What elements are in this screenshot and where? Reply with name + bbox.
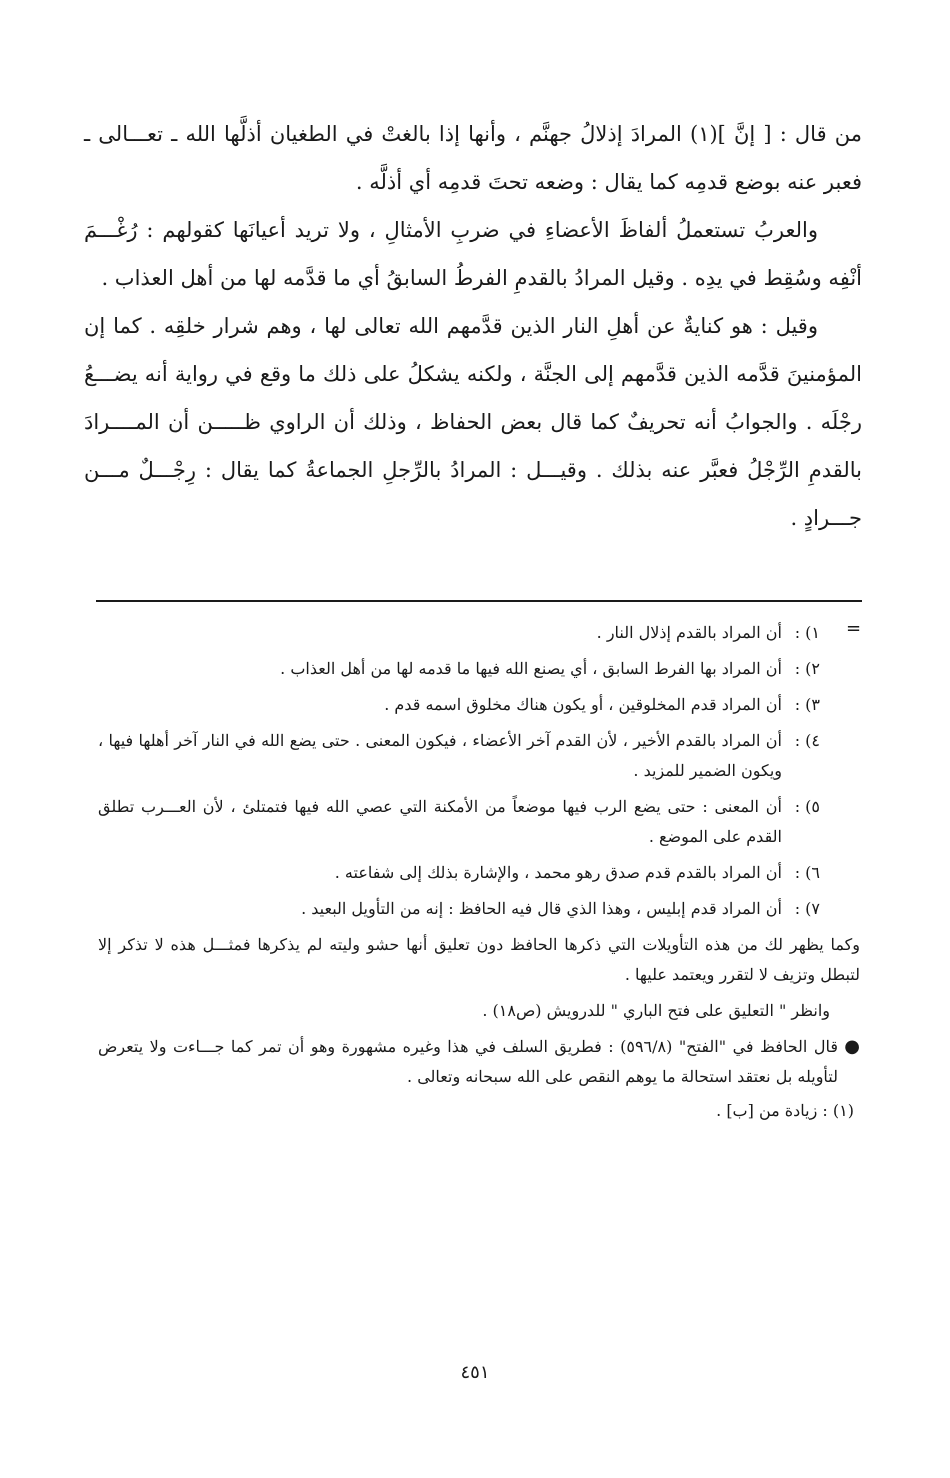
footnote-text: أن المراد بالقدم الأخير ، لأن القدم آخر الأعضاء ، فيكون المعنى . حتى يضع الله في النار آخر أهلها فيها ، ويكون الضمير للمزيد .: [98, 731, 783, 780]
footnote-number: ٢) :: [794, 659, 820, 678]
footnote-see-also: وانظر " التعليق على فتح الباري " للدرويش (ص١٨) .: [482, 1001, 830, 1020]
addition-footnote: (١) : زيادة من [ب] .: [716, 1101, 854, 1120]
footnote-number: ١) :: [794, 623, 820, 642]
footnote-number: ٧) :: [794, 899, 820, 918]
main-paragraph-2: والعربُ تستعملُ ألفاظَ الأعضاءِ في ضربِ الأمثالِ ، ولا تريد أعيانَها كقولهم : رُغْـــمَ أنْفِه وسُقِط في يدِه . وقيل المرادُ بالقدمِ الفرطُ السابقُ أي ما قدَّمه لها من أهل العذاب .: [84, 218, 862, 290]
footnote-closing-remark: وكما يظهر لك من هذه التأويلات التي ذكرها الحافظ دون تعليق أنها حشو وليته لم يذكرها فمثـــل هذه لا تذكر إلا لتبطل وتزيف لا لتقرر ويعتمد عليها .: [98, 935, 860, 984]
footnote-item: [98, 690, 820, 720]
footnote-item: [98, 894, 820, 924]
footnote-text: أن المراد قدم إبليس ، وهذا الذي قال فيه الحافظ : إنه من التأويل البعيد .: [301, 899, 782, 918]
footnote-text: أن المراد بالقدم إذلال النار .: [596, 623, 782, 642]
footnote-text: أن المراد قدم المخلوقين ، أو يكون هناك مخلوق اسمه قدم .: [384, 695, 782, 714]
main-paragraph-3: وقيل : هو كنايةٌ عن أهلِ النار الذين قدَّمهم الله تعالى لها ، وهم شرار خلقِه . كما إن المؤمنينَ قدَّمه الذين قدَّمهم إلى الجنَّة ، ولكنه يشكلُ على ذلك ما وقع في رواية أنه يضـــعُ رجْلَه . والجوابُ أنه تحريفٌ كما قال بعض الحفاظ ، وذلك أن الراوي ظـــــن أن المــــرادَ بالقدمِ الرِّجْلُ فعبَّر عنه بذلك . وقيـــل : المرادُ بالرِّجلِ الجماعةُ كما يقال : رِجْـــلٌ مـــن جـــرادٍ .: [84, 314, 862, 530]
main-paragraph-1: من قال : [ إنَّ ](١) المرادَ إذلالُ جهنَّم ، وأنها إذا بالغتْ في الطغيان أذلَّها الله ـ تعـــالى ـ فعبر عنه بوضع قدمِه كما يقال : وضعه تحتَ قدمِه أي أذلَّه .: [84, 122, 862, 194]
footnote-item: [98, 726, 820, 786]
page-number: ٤٥١: [460, 1362, 490, 1383]
main-text-block: [84, 110, 862, 542]
continuation-mark: =: [846, 618, 862, 639]
footnote-item: [98, 654, 820, 684]
footnote-text: أن المراد بالقدم قدم صدق رهو محمد ، والإشارة بذلك إلى شفاعته .: [334, 863, 782, 882]
footnote-number: ٦) :: [794, 863, 820, 882]
footnote-text: أن المعنى : حتى يضع الرب فيها موضعاً من الأمكنة التي عصي الله فيها فتمتلئ ، لأن العـــرب تطلق القدم على الموضع .: [98, 797, 782, 846]
bullet-note-text: قال الحافظ في "الفتح" (٥٩٦/٨) : فطريق السلف في هذا وغيره مشهورة وهو أن تمر كما جـــاءت ولا يتعرض لتأويله بل نعتقد استحالة ما يوهم النقص على الله سبحانه وتعالى .: [98, 1037, 838, 1086]
footnote-item: [98, 792, 820, 852]
footnote-number: ٥) :: [794, 797, 820, 816]
footnote-separator-line: [96, 600, 862, 602]
bullet-note: [98, 1032, 860, 1092]
footnote-item: [98, 858, 820, 888]
footnote-item: [98, 618, 820, 648]
footnote-text: أن المراد بها الفرط السابق ، أي يصنع الله فيها ما قدمه لها من أهل العذاب .: [280, 659, 782, 678]
footnote-number: ٤) :: [794, 731, 820, 750]
bullet-dot-icon: ●: [844, 1036, 860, 1057]
footnote-number: ٣) :: [794, 695, 820, 714]
footnotes-block: [98, 618, 860, 1126]
